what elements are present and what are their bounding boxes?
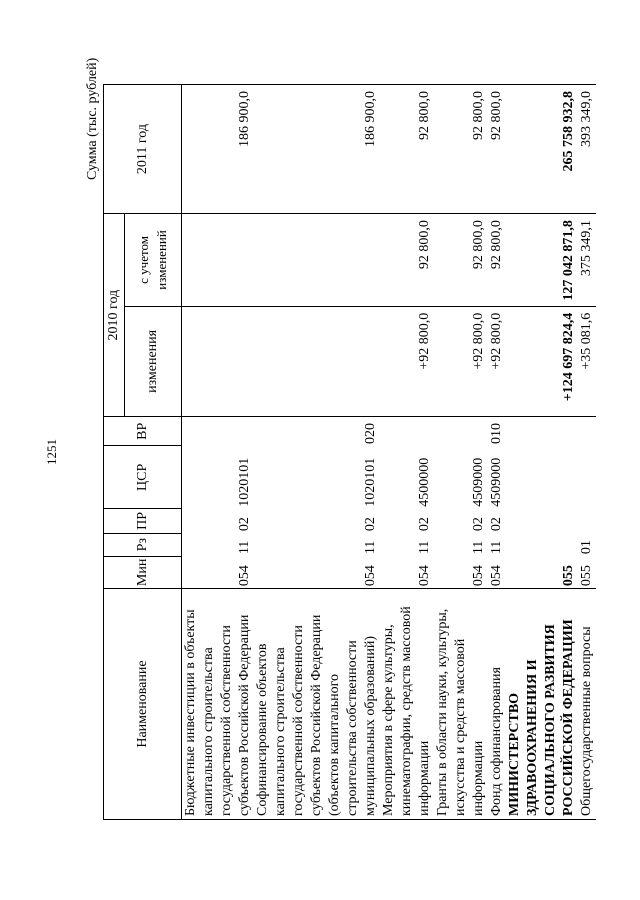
row-with-changes: 92 800,0 <box>488 214 506 307</box>
table-row <box>434 85 488 820</box>
table-row <box>488 85 506 820</box>
row-rz: 01 <box>579 540 594 555</box>
row-rz: 11 <box>489 540 504 555</box>
row-csr: 4509000 <box>471 457 486 507</box>
row-pr: 02 <box>237 517 252 532</box>
row-csr: 1020101 <box>363 457 378 507</box>
header-rz: Рз <box>104 533 182 556</box>
row-min: 054 <box>488 556 506 588</box>
row-2011: 92 800,0 <box>434 85 488 214</box>
row-pr <box>506 509 578 533</box>
header-changes: изменения <box>125 306 182 416</box>
row-changes: +92 800,0 <box>380 306 434 416</box>
unit-label: Сумма (тыс. рублей) <box>85 57 100 180</box>
row-name: Мероприятия в сфере культуры, кинематографии, средств массовой информации <box>380 589 434 820</box>
row-rz <box>506 533 578 556</box>
row-changes <box>254 306 380 416</box>
row-csr: 4509000 <box>489 457 504 507</box>
header-csr: ЦСР <box>104 446 182 509</box>
row-pr: 02 <box>471 517 486 532</box>
page-number: 1251 <box>44 439 59 465</box>
row-vr <box>506 417 578 446</box>
table-row <box>578 85 596 820</box>
row-vr <box>380 417 434 446</box>
row-changes: +92 800,0 <box>434 306 488 416</box>
header-pr: ПР <box>104 509 182 533</box>
row-pr: 02 <box>417 517 432 532</box>
table-row <box>254 85 380 820</box>
row-vr <box>182 417 255 446</box>
row-changes: +124 697 824,4 <box>506 306 578 416</box>
row-name: Бюджетные инвестиции в объекты капитального строительства государственной собственности субъектов Российской Федерации <box>182 589 255 820</box>
row-min: 055 <box>506 556 578 588</box>
row-rz: 11 <box>417 540 432 555</box>
row-2011: 92 800,0 <box>488 85 506 214</box>
table-row <box>506 85 578 820</box>
row-pr: 02 <box>363 517 378 532</box>
row-changes: +35 081,6 <box>578 306 596 416</box>
row-with-changes <box>182 214 255 307</box>
row-csr: 4500000 <box>417 457 432 507</box>
table-body <box>182 85 597 820</box>
row-with-changes <box>254 214 380 307</box>
table-header <box>104 85 182 820</box>
row-min: 054 <box>434 556 488 588</box>
row-2011: 265 758 932,8 <box>506 85 578 214</box>
row-with-changes: 92 800,0 <box>434 214 488 307</box>
row-name: Общегосударственные вопросы <box>578 589 596 820</box>
row-vr <box>434 417 488 446</box>
row-csr <box>578 446 596 509</box>
row-with-changes: 92 800,0 <box>380 214 434 307</box>
row-vr <box>578 417 596 446</box>
header-min: Мин <box>104 556 182 588</box>
header-with-changes: с учетом изменений <box>125 214 182 307</box>
row-with-changes: 127 042 871,8 <box>506 214 578 307</box>
row-rz: 11 <box>237 540 252 555</box>
row-2011: 186 900,0 <box>182 85 255 214</box>
row-2011: 186 900,0 <box>254 85 380 214</box>
table-row <box>182 85 255 820</box>
header-name: Наименование <box>104 589 182 820</box>
row-name: МИНИСТЕРСТВО ЗДРАВООХРАНЕНИЯ И СОЦИАЛЬНОГО РАЗВИТИЯ РОССИЙСКОЙ ФЕДЕРАЦИИ <box>506 589 578 820</box>
row-changes <box>182 306 255 416</box>
row-min: 055 <box>578 556 596 588</box>
row-rz: 11 <box>363 540 378 555</box>
row-changes: +92 800,0 <box>488 306 506 416</box>
table-row <box>380 85 434 820</box>
row-min: 054 <box>380 556 434 588</box>
row-csr: 1020101 <box>237 457 252 507</box>
row-vr: 020 <box>254 417 380 446</box>
row-rz: 11 <box>471 540 486 555</box>
header-year-2011: 2011 год <box>104 85 182 214</box>
row-name: Гранты в области науки, культуры, искусства и средств массовой информации <box>434 589 488 820</box>
header-year-2010: 2010 год <box>104 214 125 417</box>
header-vr: ВР <box>104 417 182 446</box>
row-pr <box>578 509 596 533</box>
row-pr: 02 <box>489 517 504 532</box>
row-csr <box>506 446 578 509</box>
row-vr: 010 <box>488 417 506 446</box>
row-name: Софинансирование объектов капитального строительства государственной собственности субъектов Российской Федерации (объектов капитального строительства собственности муниципальных образований) <box>254 589 380 820</box>
row-name: Фонд софинансирования <box>488 589 506 820</box>
row-min: 054 <box>182 556 255 588</box>
row-2011: 393 349,0 <box>578 85 596 214</box>
budget-table <box>103 84 596 820</box>
row-with-changes: 375 349,1 <box>578 214 596 307</box>
row-2011: 92 800,0 <box>380 85 434 214</box>
row-min: 054 <box>254 556 380 588</box>
